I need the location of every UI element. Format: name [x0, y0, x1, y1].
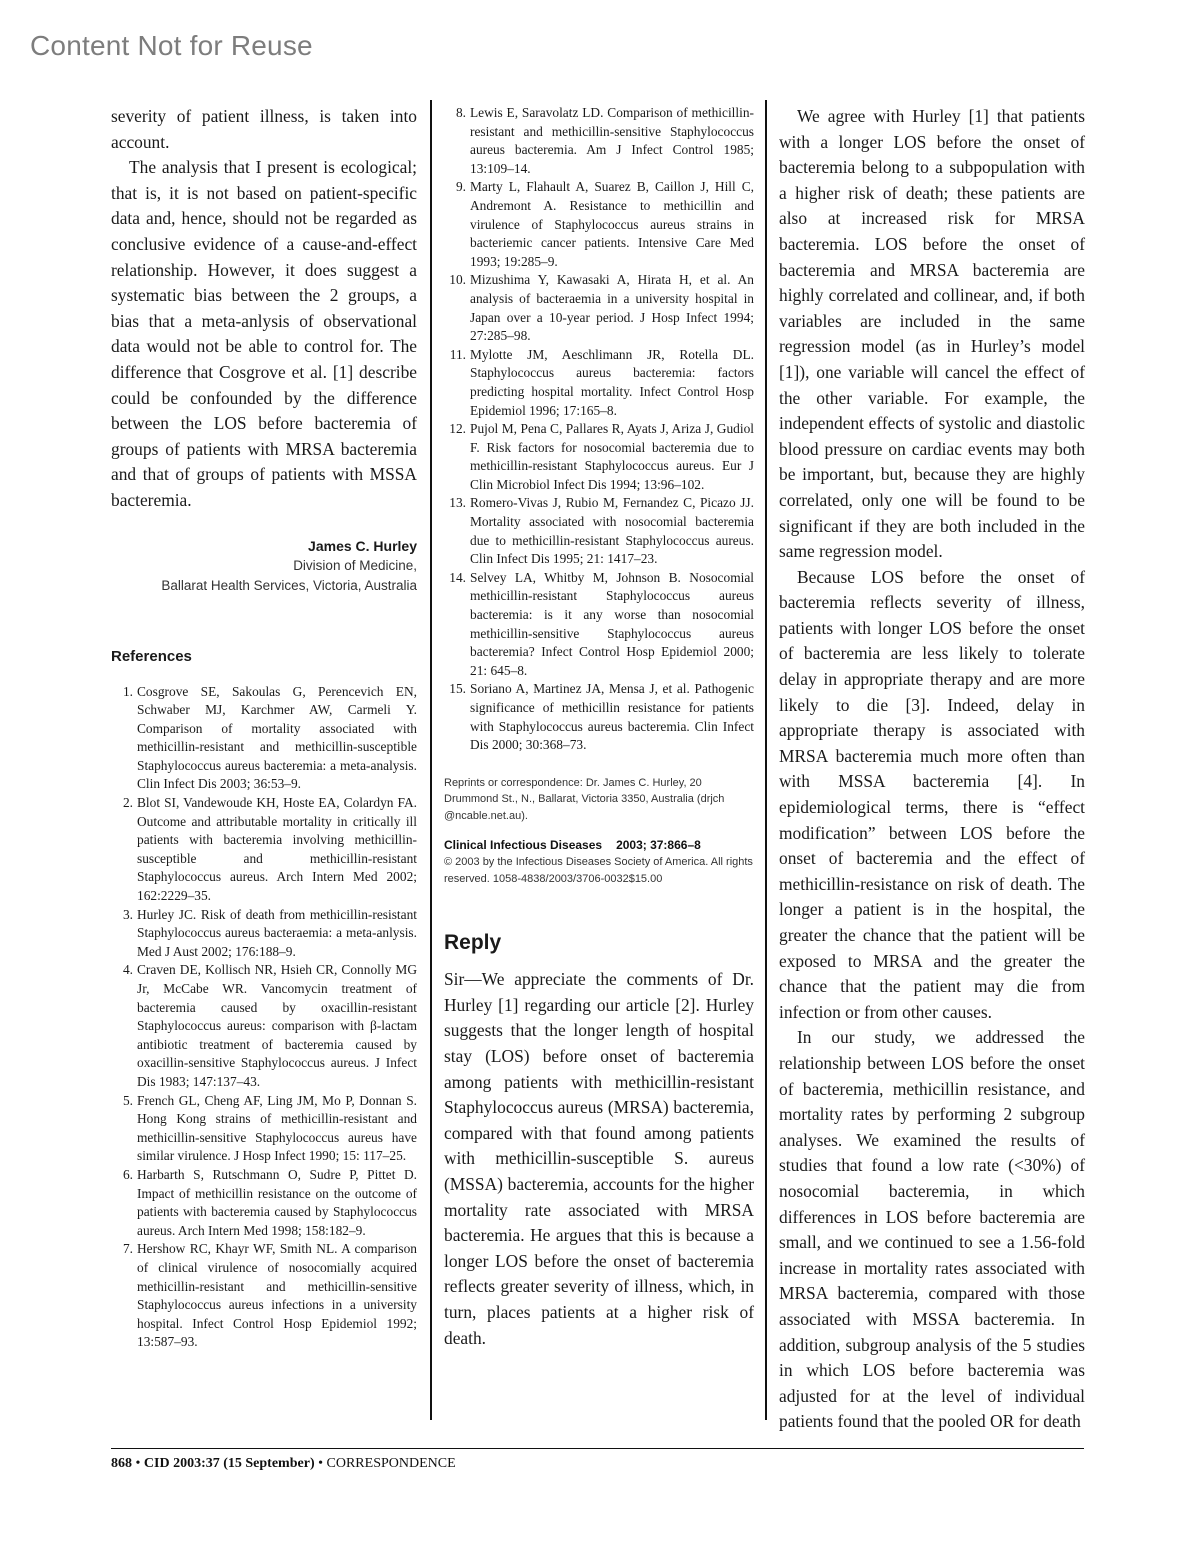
reference-number: 6.: [122, 1166, 133, 1182]
reference-text: Hershow RC, Khayr WF, Smith NL. A comparison of clinical virulence of nosocomially acquired methicillin-resistant and methicillin-sensitive Staphylococcus aureus infections in a university hospital. Infect Control Hosp Epidemiol 1992; 13:587–93.: [137, 1241, 417, 1350]
page-footer: [111, 1456, 456, 1472]
footer-separator: •: [318, 1456, 324, 1471]
reference-number: 1.: [122, 683, 133, 699]
paragraph: severity of patient illness, is taken into account.: [111, 106, 417, 152]
signature-block: [111, 536, 417, 596]
journal-citation: [444, 838, 754, 852]
reference-item: [111, 961, 417, 1091]
paragraph: In our study, we addressed the relationship between LOS before the onset of bacteremia, methicillin resistance, and mortality rates by performing 2 subgroup analyses. We examined the results of studies that found a low rate (<30%) of nosocomial bacteremia, in which differences in LOS before bacteremia are small, and we continued to see a 1.56-fold increase in mortality rates associated with MRSA bacteremia, compared with those associated with MSSA bacteremia. In addition, subgroup analysis of the 5 studies in which LOS before bacteremia was adjusted for at the level of individual patients found that the pooled OR for death: [779, 1027, 1085, 1432]
reference-list: [111, 683, 417, 1352]
paragraph: The analysis that I present is ecological; that is, it is not based on patient-specific data and, hence, should not be regarded as conclusive evidence of a cause-and-effect relationship. However, it does suggest a systematic bias between the 2 groups, a bias that a meta-anlysis of observational data would not be able to control for. The difference that Cosgrove et al. [1] describe could be confounded by the difference between the LOS before bacteremia of groups of patients with MRSA bacteremia and that of groups of patients with MSSA bacteremia.: [111, 157, 417, 510]
reference-number: 5.: [122, 1092, 133, 1108]
reference-number: 7.: [122, 1241, 133, 1257]
footer-journal: CID 2003:37 (15 September): [143, 1456, 315, 1471]
reference-text: Romero-Vivas J, Rubio M, Fernandez C, Picazo JJ. Mortality associated with nosocomial bacteremia due to methicillin-resistant Staphylococcus aureus. Clin Infect Dis 1995; 21: 1417–23.: [470, 495, 754, 567]
reference-text: Marty L, Flahault A, Suarez B, Caillon J, Hill C, Andremont A. Resistance to methicillin and virulence of Staphylococcus aureus strains in bacteriemic cancer patients. Intensive Care Med 1993; 19:285–9.: [470, 179, 754, 269]
reference-text: Mizushima Y, Kawasaki A, Hirata H, et al. An analysis of bacteraemia in a university hospital in Japan over a 10-year period. J Hosp Infect 1994; 27:285–98.: [470, 272, 754, 344]
copyright-note: © 2003 by the Infectious Diseases Society of America. All rights reserved. 1058-4838/2003/3706-0032$15.00: [444, 856, 753, 885]
reference-number: 3.: [122, 906, 133, 922]
reference-number: 8.: [455, 105, 466, 120]
author-name: James C. Hurley: [308, 537, 417, 554]
reference-text: French GL, Cheng AF, Ling JM, Mo P, Donnan S. Hong Kong strains of methicillin-resistant and methicillin-sensitive Staphylococcus aureus have similar virulence. J Hosp Infect 1990; 15: 117–25.: [137, 1092, 417, 1164]
reference-text: Pujol M, Pena C, Pallares R, Ayats J, Ariza J, Gudiol F. Risk factors for nosocomial bacteremia due to methicillin-resistant Staphylococcus aureus. Eur J Clin Microbiol Infect Dis 1994; 13:96–102.: [470, 421, 754, 492]
author-affiliation: Ballarat Health Services, Victoria, Australia: [161, 577, 417, 593]
reference-item: [111, 906, 417, 962]
references-heading: References: [111, 647, 192, 665]
column-rule-left: [430, 100, 432, 1420]
reference-item: [444, 178, 754, 271]
reference-number: 2.: [122, 795, 133, 811]
reference-item: [444, 271, 754, 345]
column-2: [444, 104, 754, 1351]
reference-text: Soriano A, Martinez JA, Mensa J, et al. Pathogenic significance of methicillin resistance for patients with Staphylococcus aureus bacteremia. Clin Infect Dis 2000; 30:368–73.: [470, 681, 754, 753]
footer-rule: [111, 1448, 1084, 1449]
reference-text: Blot SI, Vandewoude KH, Hoste EA, Colardyn FA. Outcome and attributable mortality in critically ill patients with bacteremia involving methicillin-susceptible and methicillin-resistant Staphylococcus aureus. Arch Intern Med 2002; 162:2229–35.: [137, 795, 417, 904]
reference-text: Selvey LA, Whitby M, Johnson B. Nosocomial methicillin-resistant Staphylococcus aureus bacteremia: is it any worse than nosocomial methicillin-sensitive Staphylococcus aureus bacteremia? Infect Control Hosp Epidemiol 2000; 21: 645–8.: [470, 569, 754, 678]
paragraph: We agree with Hurley [1] that patients with a longer LOS before the onset of bacteremia belong to a subpopulation with a higher risk of death; these patients are also at increased risk for MRSA bacteremia. LOS before the onset of bacteremia and MRSA bacteremia are highly correlated and collinear, and, if both variables are included in the same regression model (as in Hurley’s model [1]), one variable will cancel the effect of the other variable. For example, the independent effects of systolic and diastolic blood pressure on cardiac events may both be important, but, because they are highly correlated, only one will be found to be significant if they are both included in the same regression model.: [779, 106, 1085, 562]
reference-item: [111, 1240, 417, 1352]
reprints-note: Reprints or correspondence: Dr. James C. Hurley, 20 Drummond St., N., Ballarat, Victoria 3350, Australia (drjch @ncable.net.au).: [444, 776, 725, 822]
reference-number: 13.: [449, 495, 466, 511]
reference-number: 14.: [449, 569, 466, 585]
reference-text: Harbarth S, Rutschmann O, Sudre P, Pittet D. Impact of methicillin resistance on the outcome of patients with bacteremia caused by Staphylococcus aureus. Arch Intern Med 1998; 158:182–9.: [137, 1166, 417, 1238]
reference-item: [111, 794, 417, 906]
reference-item: [111, 1092, 417, 1166]
page-number: 868: [111, 1456, 132, 1471]
reference-item: [444, 569, 754, 681]
reference-number: 15.: [449, 681, 466, 697]
reference-number: 4.: [122, 962, 133, 978]
reference-item: [444, 346, 754, 420]
journal-issue: 2003; 37:866–8: [616, 838, 701, 853]
reference-number: 9.: [455, 179, 466, 195]
paragraph: Because LOS before the onset of bacteremia reflects severity of illness, patients with longer LOS before the onset of bacteremia are less likely to tolerate delay in appropriate therapy and are more likely to die [3]. Indeed, delay in appropriate therapy is associated with MRSA bacteremia much more often than with MSSA bacteremia [4]. In epidemiological terms, there is “effect modification” between LOS before the onset of bacteremia and the effect of methicillin-resistance on risk of death. The longer a patient is in the hospital, the greater the chance that the patient will be exposed to MRSA and the greater the chance that the patient may die from infection or from other causes.: [779, 566, 1085, 1022]
reference-list-continued: [444, 104, 754, 755]
reference-text: Cosgrove SE, Sakoulas G, Perencevich EN, Schwaber MJ, Karchmer AW, Carmeli Y. Comparison of mortality associated with methicillin-resistant and methicillin-susceptible Staphylococcus aureus bacteremia: a meta-analysis. Clin Infect Dis 2003; 36:53–9.: [137, 683, 417, 792]
column-3: [779, 104, 1085, 1435]
reference-text: Mylotte JM, Aeschlimann JR, Rotella DL. Staphylococcus aureus bacteremia: factors predicting hospital mortality. Infect Control Hosp Epidemiol 1996; 17:165–8.: [470, 346, 754, 418]
reference-item: [111, 1166, 417, 1240]
column-1: [111, 104, 417, 1352]
footer-separator: •: [135, 1456, 141, 1471]
footer-section: CORRESPONDENCE: [326, 1456, 456, 1471]
reference-item: [444, 420, 754, 494]
reference-item: [444, 494, 754, 568]
reference-text: Lewis E, Saravolatz LD. Comparison of methicillin-resistant and methicillin-sensitive Staphylococcus aureus bacteremia. Am J Infect Control 1985; 13:109–14.: [470, 105, 754, 176]
reference-item: [111, 683, 417, 795]
reference-number: 10.: [449, 272, 466, 288]
column-rule-right: [765, 100, 767, 1420]
author-affiliation: Division of Medicine,: [293, 557, 417, 573]
watermark: Content Not for Reuse: [30, 30, 313, 61]
reference-text: Hurley JC. Risk of death from methicillin-resistant Staphylococcus aureus bacteraemia: a meta-anlysis. Med J Aust 2002; 176:188–9.: [137, 906, 417, 959]
reference-number: 11.: [449, 346, 466, 362]
reference-text: Craven DE, Kollisch NR, Hsieh CR, Connolly MG Jr, McCabe WR. Vancomycin treatment of bacteremia caused by oxacillin-resistant Staphylococcus aureus: comparison with β-lactam antibiotic treatment of bacteremia caused by oxacillin-sensitive Staphylococcus aureus. J Infect Dis 1983; 147:137–43.: [137, 962, 417, 1089]
reference-number: 12.: [449, 421, 466, 437]
reference-item: [444, 680, 754, 754]
journal-name: Clinical Infectious Diseases: [444, 838, 603, 853]
reply-heading: Reply: [444, 931, 502, 955]
paragraph: Sir—We appreciate the comments of Dr. Hurley [1] regarding our article [2]. Hurley suggests that the longer length of hospital stay (LOS) before onset of bacteremia among patients with methicillin-resistant Staphylococcus aureus (MRSA) bacteremia, compared with that found among patients with methicillin-susceptible S. aureus (MSSA) bacteremia, accounts for the higher mortality rate associated with MRSA bacteremia. He argues that this is because a longer LOS before the onset of bacteremia reflects greater severity of illness, which, in turn, places patients at a higher risk of death.: [444, 969, 754, 1348]
reference-item: [444, 104, 754, 178]
